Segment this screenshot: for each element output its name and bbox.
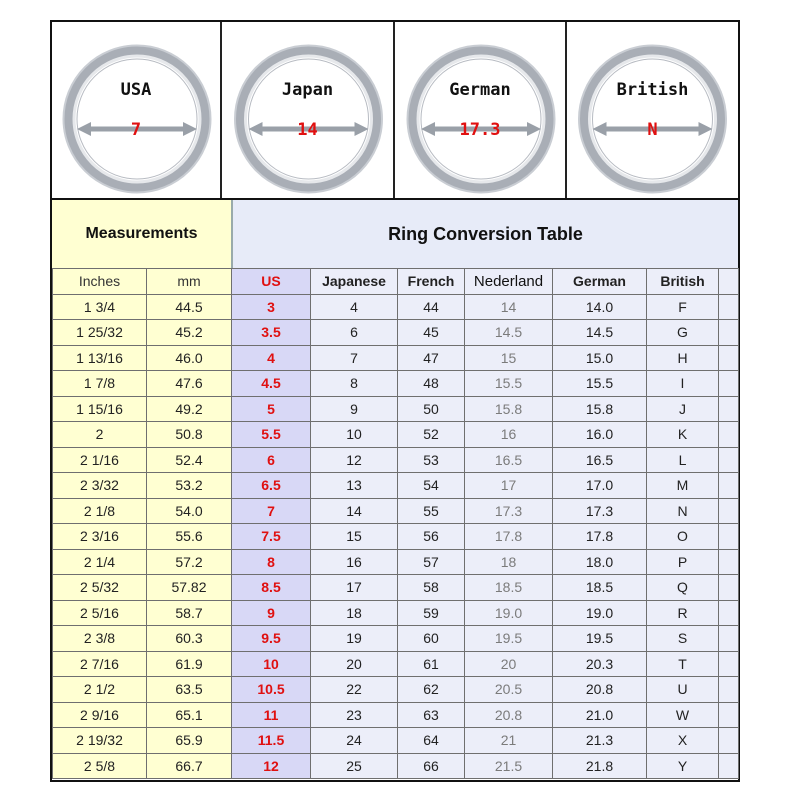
cell-german: 19.0 bbox=[553, 600, 647, 626]
table-row bbox=[53, 294, 739, 320]
cell-nederland: 20.8 bbox=[465, 702, 553, 728]
cell-japanese: 23 bbox=[311, 702, 398, 728]
cell-inches: 2 1/16 bbox=[53, 447, 147, 473]
cell-mm: 58.7 bbox=[147, 600, 232, 626]
cell-japanese: 9 bbox=[311, 396, 398, 422]
cell-mm: 49.2 bbox=[147, 396, 232, 422]
cell-us: 5.5 bbox=[232, 422, 311, 448]
table-row bbox=[53, 651, 739, 677]
cell-japanese: 7 bbox=[311, 345, 398, 371]
empty-cell bbox=[719, 371, 739, 397]
cell-nederland: 18.5 bbox=[465, 575, 553, 601]
cell-us: 12 bbox=[232, 753, 311, 779]
cell-nederland: 17.3 bbox=[465, 498, 553, 524]
ring-size-value: 14 bbox=[297, 120, 318, 140]
ring-country-label: British bbox=[616, 80, 689, 100]
col-header-japanese: Japanese bbox=[311, 269, 398, 295]
cell-nederland: 17 bbox=[465, 473, 553, 499]
empty-cell bbox=[719, 447, 739, 473]
cell-us: 6.5 bbox=[232, 473, 311, 499]
cell-german: 16.0 bbox=[553, 422, 647, 448]
cell-french: 45 bbox=[398, 320, 465, 346]
cell-japanese: 22 bbox=[311, 677, 398, 703]
cell-mm: 57.2 bbox=[147, 549, 232, 575]
cell-nederland: 16 bbox=[465, 422, 553, 448]
cell-mm: 66.7 bbox=[147, 753, 232, 779]
cell-mm: 45.2 bbox=[147, 320, 232, 346]
cell-inches: 2 1/8 bbox=[53, 498, 147, 524]
cell-mm: 53.2 bbox=[147, 473, 232, 499]
cell-inches: 2 5/16 bbox=[53, 600, 147, 626]
cell-mm: 60.3 bbox=[147, 626, 232, 652]
cell-japanese: 20 bbox=[311, 651, 398, 677]
cell-japanese: 8 bbox=[311, 371, 398, 397]
cell-mm: 54.0 bbox=[147, 498, 232, 524]
cell-us: 3.5 bbox=[232, 320, 311, 346]
cell-japanese: 10 bbox=[311, 422, 398, 448]
cell-british: X bbox=[647, 728, 719, 754]
cell-inches: 2 3/16 bbox=[53, 524, 147, 550]
empty-cell bbox=[719, 651, 739, 677]
cell-french: 58 bbox=[398, 575, 465, 601]
empty-cell bbox=[719, 345, 739, 371]
ring-size-value: 7 bbox=[130, 120, 142, 140]
cell-mm: 50.8 bbox=[147, 422, 232, 448]
cell-british: S bbox=[647, 626, 719, 652]
cell-us: 9.5 bbox=[232, 626, 311, 652]
cell-inches: 2 bbox=[53, 422, 147, 448]
cell-german: 16.5 bbox=[553, 447, 647, 473]
cell-french: 54 bbox=[398, 473, 465, 499]
cell-british: L bbox=[647, 447, 719, 473]
cell-german: 17.8 bbox=[553, 524, 647, 550]
cell-german: 21.8 bbox=[553, 753, 647, 779]
col-header-british: British bbox=[647, 269, 719, 295]
table-row bbox=[53, 371, 739, 397]
cell-german: 20.3 bbox=[553, 651, 647, 677]
cell-japanese: 17 bbox=[311, 575, 398, 601]
cell-us: 10 bbox=[232, 651, 311, 677]
cell-inches: 2 7/16 bbox=[53, 651, 147, 677]
table-row bbox=[53, 702, 739, 728]
table-row bbox=[53, 447, 739, 473]
cell-inches: 2 9/16 bbox=[53, 702, 147, 728]
empty-cell bbox=[719, 549, 739, 575]
empty-cell bbox=[719, 600, 739, 626]
table-row bbox=[53, 422, 739, 448]
cell-british: Q bbox=[647, 575, 719, 601]
cell-inches: 1 7/8 bbox=[53, 371, 147, 397]
cell-british: O bbox=[647, 524, 719, 550]
empty-column bbox=[719, 269, 739, 295]
ring-icon bbox=[52, 22, 222, 198]
cell-british: J bbox=[647, 396, 719, 422]
cell-japanese: 14 bbox=[311, 498, 398, 524]
ring-german bbox=[395, 22, 567, 198]
cell-us: 4.5 bbox=[232, 371, 311, 397]
ring-british bbox=[567, 22, 738, 198]
empty-cell bbox=[719, 677, 739, 703]
cell-german: 18.0 bbox=[553, 549, 647, 575]
ring-country-label: German bbox=[449, 80, 511, 100]
cell-inches: 2 5/8 bbox=[53, 753, 147, 779]
measurements-heading: Measurements bbox=[52, 200, 231, 268]
table-row bbox=[53, 524, 739, 550]
cell-japanese: 4 bbox=[311, 294, 398, 320]
ring-country-label: USA bbox=[120, 80, 152, 100]
cell-mm: 65.1 bbox=[147, 702, 232, 728]
empty-cell bbox=[719, 422, 739, 448]
cell-us: 5 bbox=[232, 396, 311, 422]
cell-nederland: 20.5 bbox=[465, 677, 553, 703]
cell-japanese: 19 bbox=[311, 626, 398, 652]
empty-cell bbox=[719, 473, 739, 499]
empty-cell bbox=[719, 702, 739, 728]
cell-german: 14.5 bbox=[553, 320, 647, 346]
cell-japanese: 12 bbox=[311, 447, 398, 473]
cell-us: 10.5 bbox=[232, 677, 311, 703]
cell-japanese: 18 bbox=[311, 600, 398, 626]
col-header-nederland: Nederland bbox=[465, 269, 553, 295]
cell-french: 55 bbox=[398, 498, 465, 524]
cell-nederland: 18 bbox=[465, 549, 553, 575]
ring-size-value: 17.3 bbox=[459, 120, 501, 140]
col-header-german: German bbox=[553, 269, 647, 295]
table-row bbox=[53, 600, 739, 626]
ring-illustrations bbox=[52, 22, 738, 200]
cell-us: 11.5 bbox=[232, 728, 311, 754]
cell-japanese: 15 bbox=[311, 524, 398, 550]
cell-us: 11 bbox=[232, 702, 311, 728]
cell-german: 20.8 bbox=[553, 677, 647, 703]
table-row bbox=[53, 677, 739, 703]
cell-german: 17.0 bbox=[553, 473, 647, 499]
cell-french: 61 bbox=[398, 651, 465, 677]
cell-british: N bbox=[647, 498, 719, 524]
cell-us: 3 bbox=[232, 294, 311, 320]
cell-japanese: 24 bbox=[311, 728, 398, 754]
cell-inches: 2 3/32 bbox=[53, 473, 147, 499]
cell-british: U bbox=[647, 677, 719, 703]
cell-french: 63 bbox=[398, 702, 465, 728]
cell-french: 60 bbox=[398, 626, 465, 652]
cell-british: M bbox=[647, 473, 719, 499]
cell-japanese: 6 bbox=[311, 320, 398, 346]
empty-cell bbox=[719, 575, 739, 601]
cell-nederland: 15 bbox=[465, 345, 553, 371]
cell-german: 15.8 bbox=[553, 396, 647, 422]
cell-inches: 2 1/2 bbox=[53, 677, 147, 703]
ring-icon bbox=[395, 22, 567, 198]
table-row bbox=[53, 345, 739, 371]
cell-mm: 52.4 bbox=[147, 447, 232, 473]
cell-german: 15.0 bbox=[553, 345, 647, 371]
cell-british: T bbox=[647, 651, 719, 677]
cell-nederland: 15.5 bbox=[465, 371, 553, 397]
table-row bbox=[53, 320, 739, 346]
cell-british: F bbox=[647, 294, 719, 320]
cell-nederland: 21 bbox=[465, 728, 553, 754]
ring-size-value: N bbox=[647, 120, 658, 140]
cell-mm: 47.6 bbox=[147, 371, 232, 397]
col-header-us: US bbox=[232, 269, 311, 295]
cell-french: 62 bbox=[398, 677, 465, 703]
cell-mm: 55.6 bbox=[147, 524, 232, 550]
ring-icon bbox=[567, 22, 738, 198]
cell-german: 19.5 bbox=[553, 626, 647, 652]
cell-inches: 1 13/16 bbox=[53, 345, 147, 371]
table-row bbox=[53, 575, 739, 601]
cell-inches: 1 25/32 bbox=[53, 320, 147, 346]
cell-french: 44 bbox=[398, 294, 465, 320]
cell-german: 15.5 bbox=[553, 371, 647, 397]
cell-us: 8.5 bbox=[232, 575, 311, 601]
empty-cell bbox=[719, 524, 739, 550]
cell-nederland: 14.5 bbox=[465, 320, 553, 346]
cell-nederland: 16.5 bbox=[465, 447, 553, 473]
table-row bbox=[53, 498, 739, 524]
cell-french: 47 bbox=[398, 345, 465, 371]
ring-country-label: Japan bbox=[281, 80, 334, 100]
cell-french: 53 bbox=[398, 447, 465, 473]
cell-mm: 44.5 bbox=[147, 294, 232, 320]
cell-british: G bbox=[647, 320, 719, 346]
cell-us: 9 bbox=[232, 600, 311, 626]
empty-cell bbox=[719, 626, 739, 652]
table-header-row bbox=[53, 269, 739, 295]
cell-japanese: 25 bbox=[311, 753, 398, 779]
cell-german: 21.0 bbox=[553, 702, 647, 728]
empty-cell bbox=[719, 728, 739, 754]
cell-british: I bbox=[647, 371, 719, 397]
empty-cell bbox=[719, 753, 739, 779]
cell-german: 17.3 bbox=[553, 498, 647, 524]
table-row bbox=[53, 473, 739, 499]
cell-nederland: 17.8 bbox=[465, 524, 553, 550]
table-row bbox=[53, 753, 739, 779]
cell-british: H bbox=[647, 345, 719, 371]
cell-french: 50 bbox=[398, 396, 465, 422]
ring-japan bbox=[222, 22, 395, 198]
cell-french: 59 bbox=[398, 600, 465, 626]
ring-usa bbox=[52, 22, 222, 198]
cell-japanese: 13 bbox=[311, 473, 398, 499]
cell-british: W bbox=[647, 702, 719, 728]
cell-japanese: 16 bbox=[311, 549, 398, 575]
cell-nederland: 21.5 bbox=[465, 753, 553, 779]
cell-british: P bbox=[647, 549, 719, 575]
cell-mm: 57.82 bbox=[147, 575, 232, 601]
table-row bbox=[53, 728, 739, 754]
cell-french: 66 bbox=[398, 753, 465, 779]
cell-us: 6 bbox=[232, 447, 311, 473]
cell-french: 48 bbox=[398, 371, 465, 397]
cell-inches: 1 15/16 bbox=[53, 396, 147, 422]
cell-us: 8 bbox=[232, 549, 311, 575]
ring-conversion-table bbox=[52, 268, 739, 779]
cell-british: Y bbox=[647, 753, 719, 779]
cell-inches: 2 3/8 bbox=[53, 626, 147, 652]
cell-french: 52 bbox=[398, 422, 465, 448]
col-header-mm: mm bbox=[147, 269, 232, 295]
empty-cell bbox=[719, 396, 739, 422]
cell-nederland: 19.0 bbox=[465, 600, 553, 626]
col-header-french: French bbox=[398, 269, 465, 295]
empty-cell bbox=[719, 320, 739, 346]
cell-french: 64 bbox=[398, 728, 465, 754]
table-row bbox=[53, 396, 739, 422]
cell-french: 57 bbox=[398, 549, 465, 575]
cell-nederland: 20 bbox=[465, 651, 553, 677]
cell-us: 7.5 bbox=[232, 524, 311, 550]
cell-german: 18.5 bbox=[553, 575, 647, 601]
cell-inches: 1 3/4 bbox=[53, 294, 147, 320]
cell-mm: 61.9 bbox=[147, 651, 232, 677]
cell-british: R bbox=[647, 600, 719, 626]
cell-inches: 2 5/32 bbox=[53, 575, 147, 601]
empty-cell bbox=[719, 294, 739, 320]
cell-mm: 46.0 bbox=[147, 345, 232, 371]
cell-inches: 2 19/32 bbox=[53, 728, 147, 754]
empty-cell bbox=[719, 498, 739, 524]
table-row bbox=[53, 549, 739, 575]
cell-german: 14.0 bbox=[553, 294, 647, 320]
cell-nederland: 14 bbox=[465, 294, 553, 320]
cell-us: 4 bbox=[232, 345, 311, 371]
cell-nederland: 19.5 bbox=[465, 626, 553, 652]
col-header-inches: Inches bbox=[53, 269, 147, 295]
cell-mm: 63.5 bbox=[147, 677, 232, 703]
cell-nederland: 15.8 bbox=[465, 396, 553, 422]
cell-inches: 2 1/4 bbox=[53, 549, 147, 575]
cell-french: 56 bbox=[398, 524, 465, 550]
cell-mm: 65.9 bbox=[147, 728, 232, 754]
conversion-table-title: Ring Conversion Table bbox=[231, 200, 738, 268]
ring-size-chart bbox=[50, 20, 740, 782]
cell-us: 7 bbox=[232, 498, 311, 524]
table-row bbox=[53, 626, 739, 652]
ring-icon bbox=[222, 22, 395, 198]
cell-british: K bbox=[647, 422, 719, 448]
cell-german: 21.3 bbox=[553, 728, 647, 754]
